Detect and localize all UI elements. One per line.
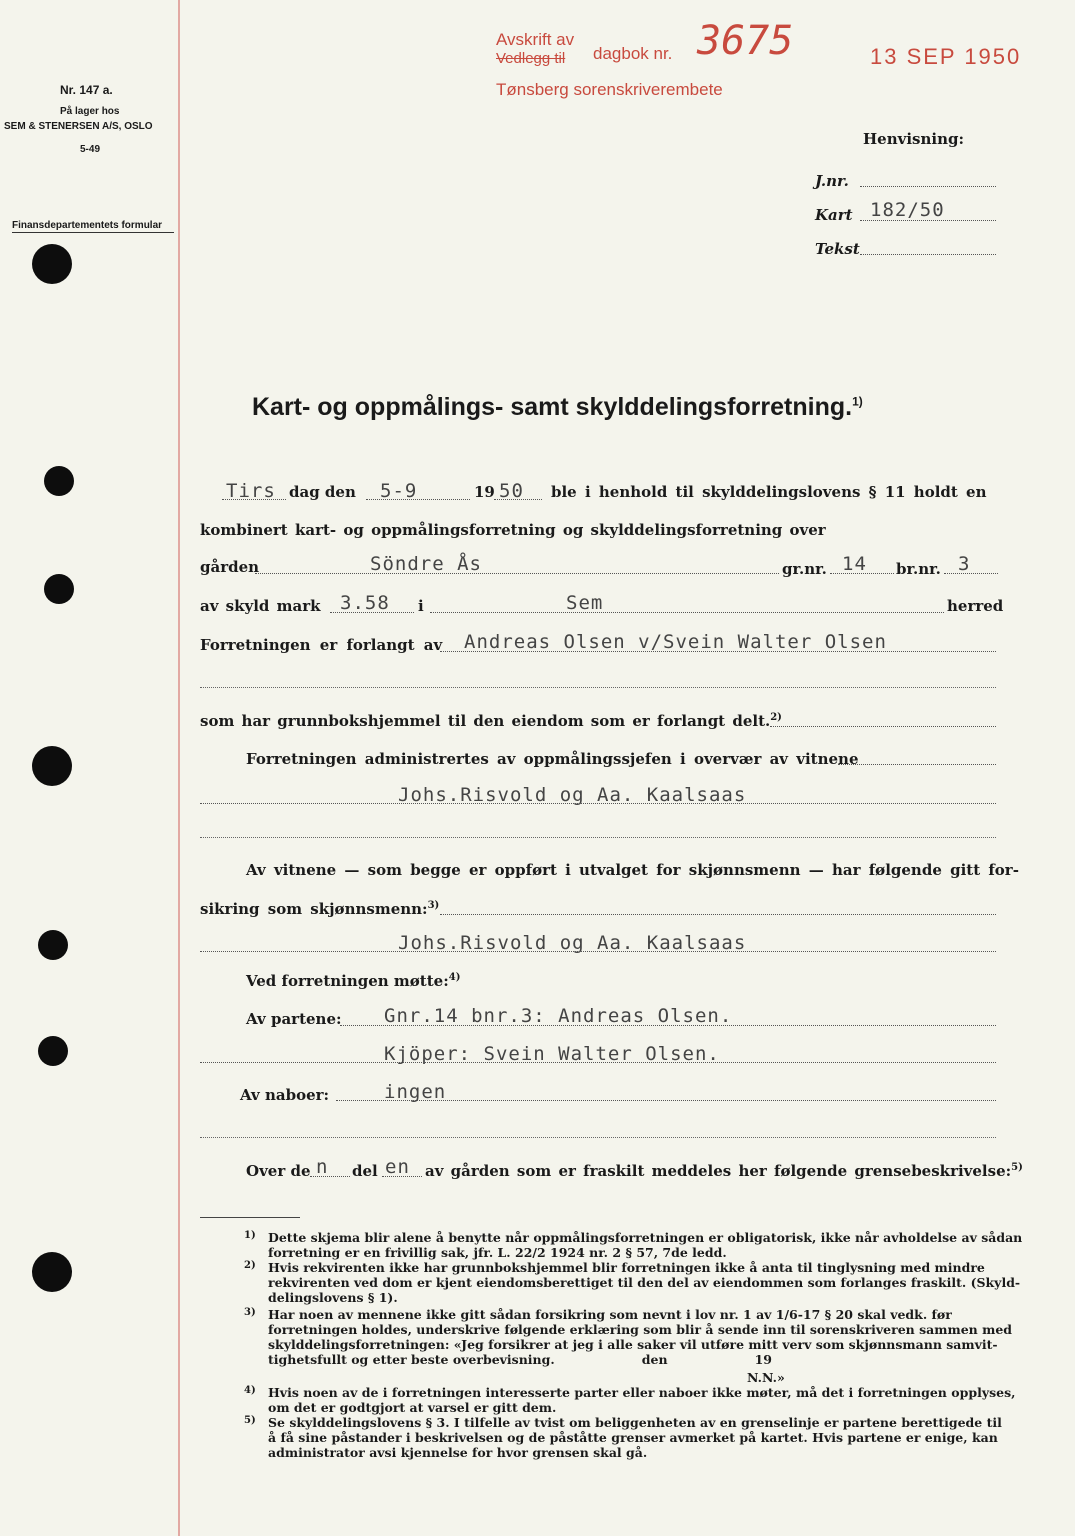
- over-text: [425, 1162, 1023, 1180]
- blank-line: [200, 837, 996, 838]
- kart-field: [860, 220, 996, 221]
- party-two: Kjöper: Svein Walter Olsen.: [384, 1043, 720, 1065]
- oath-line1: Av vitnene — som begge er oppført i utvalget for skjønnsmenn — har følgende gitt for-: [246, 861, 1019, 879]
- stamp-line1: Avskrift av: [496, 30, 575, 49]
- neighbours-field: [336, 1100, 996, 1101]
- skyld-field: [330, 612, 414, 613]
- footnote-line: Hvis rekvirenten ikke har grunnbokshjemmel blir forretningen ikke å anta til tinglysning med mindre: [268, 1260, 985, 1275]
- footnote-line: tighetsfullt og etter beste overbevisning. den 19: [268, 1352, 772, 1367]
- del-label: del: [352, 1162, 378, 1180]
- footnote-line: forretningen holdes, underskrive følgende erklæring som blir å sende inn til sorenskriveren sammen med: [268, 1322, 1013, 1337]
- stamp-dagbok: dagbok nr.: [593, 44, 673, 63]
- stamp-date: 13 SEP 1950: [870, 44, 1022, 69]
- grnr-value: 14: [842, 553, 867, 575]
- brnr-value: 3: [958, 553, 971, 575]
- date-value: 5-9: [380, 480, 418, 502]
- footnote-line: om det er godtgjort at varsel er gitt dem.: [268, 1400, 557, 1415]
- para1-text: ble i henhold til skylddelingslovens § 11 holdt en: [551, 483, 987, 501]
- weekday-value: Tirs: [226, 480, 276, 502]
- party-two-field: [200, 1062, 996, 1063]
- i-label: i: [418, 597, 424, 615]
- para1-line2: kombinert kart- og oppmålingsforretning og skylddelingsforretning over: [200, 521, 826, 539]
- year-field: [494, 499, 542, 500]
- grnr-label: gr.nr.: [782, 560, 827, 578]
- skyld-label: av skyld mark: [200, 597, 321, 615]
- year-value: 50: [499, 480, 524, 502]
- punch-hole: [38, 930, 68, 960]
- party-one: Gnr.14 bnr.3: Andreas Olsen.: [384, 1005, 733, 1027]
- attended-note: 4): [448, 972, 461, 983]
- ministry-underline: [12, 232, 174, 233]
- jnr-field: [860, 186, 996, 187]
- footnote-line: å få sine påstander i beskrivelsen og de påståtte grenser avmerket på kartet. Hvis partene er enige, kan: [268, 1430, 998, 1445]
- deed-field: [770, 726, 996, 727]
- admin-field: [838, 764, 996, 765]
- municipality-value: Sem: [566, 592, 604, 614]
- jnr-label: J.nr.: [815, 172, 849, 190]
- form-number: Nr. 147 a.: [60, 83, 113, 97]
- attended-line: [246, 972, 460, 990]
- attended-label: Ved forretningen møtte:: [246, 972, 449, 990]
- skyld-value: 3.58: [340, 592, 390, 614]
- printer-line: SEM & STENERSEN A/S, OSLO: [4, 121, 153, 132]
- document-title: [252, 393, 863, 422]
- footnote-line: Dette skjema blir alene å benytte når oppmålingsforretningen er obligatorisk, ikke når avholdelse av sådan: [268, 1230, 1023, 1245]
- kart-value: 182/50: [870, 199, 945, 221]
- brnr-label: br.nr.: [896, 560, 941, 578]
- footnote-line: administrator avsi kjennelse for hvor grensen skal gå.: [268, 1445, 648, 1460]
- garden-label: gården: [200, 558, 260, 576]
- blank-line: [200, 1137, 996, 1138]
- over-label: Over de: [246, 1162, 311, 1180]
- footnote-signature: N.N.»: [747, 1370, 785, 1385]
- footnote-line: Har noen av mennene ikke gitt sådan forsikring som nevnt i lov nr. 1 av 1/6-17 § 20 skal vedk. før: [268, 1307, 952, 1322]
- title-note: 1): [852, 394, 863, 409]
- oath-line2: [200, 900, 439, 918]
- parties-field: [340, 1025, 996, 1026]
- reference-heading: Henvisning:: [863, 130, 965, 148]
- punch-hole: [32, 244, 72, 284]
- deed-text: som har grunnbokshjemmel til den eiendom som er forlangt delt.: [200, 712, 771, 730]
- footnote-number: 4): [244, 1385, 256, 1396]
- footnote-number: 2): [244, 1260, 256, 1271]
- footnote-line: skylddelingsforretningen: «Jeg forsikrer at jeg i alle saker vil utføre mitt verv som skjønnsmann samvit-: [268, 1337, 998, 1352]
- requested-value: Andreas Olsen v/Svein Walter Olsen: [464, 631, 887, 653]
- punch-hole: [44, 574, 74, 604]
- admin-line: Forretningen administrertes av oppmålingssjefen i overvær av vitnene: [246, 750, 859, 768]
- over-note: 5): [1011, 1162, 1023, 1173]
- journal-number: 3675: [697, 18, 794, 64]
- punch-hole: [32, 1252, 72, 1292]
- kart-label: Kart: [815, 206, 853, 224]
- oath-names-field: [200, 951, 996, 952]
- punch-hole: [32, 746, 72, 786]
- over-field1: [310, 1176, 350, 1177]
- herred-label: herred: [947, 597, 1004, 615]
- date-code: 5-49: [80, 144, 101, 155]
- footnote-line: Se skylddelingslovens § 3. I tilfelle av tvist om beliggenheten av en grenselinje er partene berettigede til: [268, 1415, 1002, 1430]
- over-rest: av gården som er fraskilt meddeles her følgende grensebeskrivelse:: [425, 1162, 1012, 1180]
- weekday-field: [222, 499, 286, 500]
- requested-field: [440, 651, 996, 652]
- neighbours-value: ingen: [384, 1081, 447, 1103]
- oath-field: [440, 914, 996, 915]
- margin-line: [178, 0, 180, 1536]
- over-fill2: en: [385, 1156, 410, 1178]
- footnote-number: 1): [244, 1230, 256, 1241]
- title-text: Kart- og oppmålings- samt skylddelingsforretning.: [252, 393, 853, 421]
- ministry-label: Finansdepartementets formular: [12, 220, 163, 231]
- deed-line: [200, 712, 782, 730]
- punch-hole: [38, 1036, 68, 1066]
- footnote-line: Hvis noen av de i forretningen interesserte parter eller naboer ikke møter, må det i forretningen opplyses,: [268, 1385, 1016, 1400]
- farm-value: Söndre Ås: [370, 553, 482, 575]
- deed-note: 2): [770, 712, 782, 723]
- year-prefix: 19: [474, 483, 495, 501]
- footnote-line: forretning er en frivillig sak, jfr. L. 22/2 1924 nr. 2 § 57, 7de ledd.: [268, 1245, 727, 1260]
- footnote-line: delingslovens § 1).: [268, 1290, 398, 1305]
- footnote-line: rekvirenten ved dom er kjent eiendomsberettiget til den del av eiendommen som forlanges fraskilt. (Skyld-: [268, 1275, 1021, 1290]
- blank-line: [200, 687, 996, 688]
- requested-label: Forretningen er forlangt av: [200, 636, 443, 654]
- tekst-label: Tekst: [815, 240, 860, 258]
- date-field: [366, 499, 470, 500]
- grnr-field: [830, 573, 894, 574]
- oath-names: Johs.Risvold og Aa. Kaalsaas: [398, 932, 747, 954]
- municipality-field: [430, 612, 944, 613]
- witnesses-value: Johs.Risvold og Aa. Kaalsaas: [398, 784, 747, 806]
- oath-note: 3): [427, 900, 440, 911]
- punch-hole: [44, 466, 74, 496]
- footnote-number: 5): [244, 1415, 256, 1426]
- brnr-field: [944, 573, 998, 574]
- farm-field: [255, 573, 779, 574]
- over-fill1: n: [316, 1156, 329, 1178]
- oath-line2-text: sikring som skjønnsmenn:: [200, 900, 428, 918]
- footnote-number: 3): [244, 1307, 256, 1318]
- stamp-office: Tønsberg sorenskriverembete: [496, 80, 723, 99]
- tekst-field: [860, 254, 996, 255]
- over-field2: [382, 1176, 422, 1177]
- footnote-separator: [200, 1217, 300, 1218]
- stamp-struck: Vedlegg til: [496, 50, 566, 67]
- witnesses-field: [200, 803, 996, 804]
- dag-den-label: dag den: [289, 483, 356, 501]
- neighbours-label: Av naboer:: [240, 1086, 330, 1104]
- stock-line: På lager hos: [60, 106, 120, 117]
- parties-label: Av partene:: [246, 1010, 342, 1028]
